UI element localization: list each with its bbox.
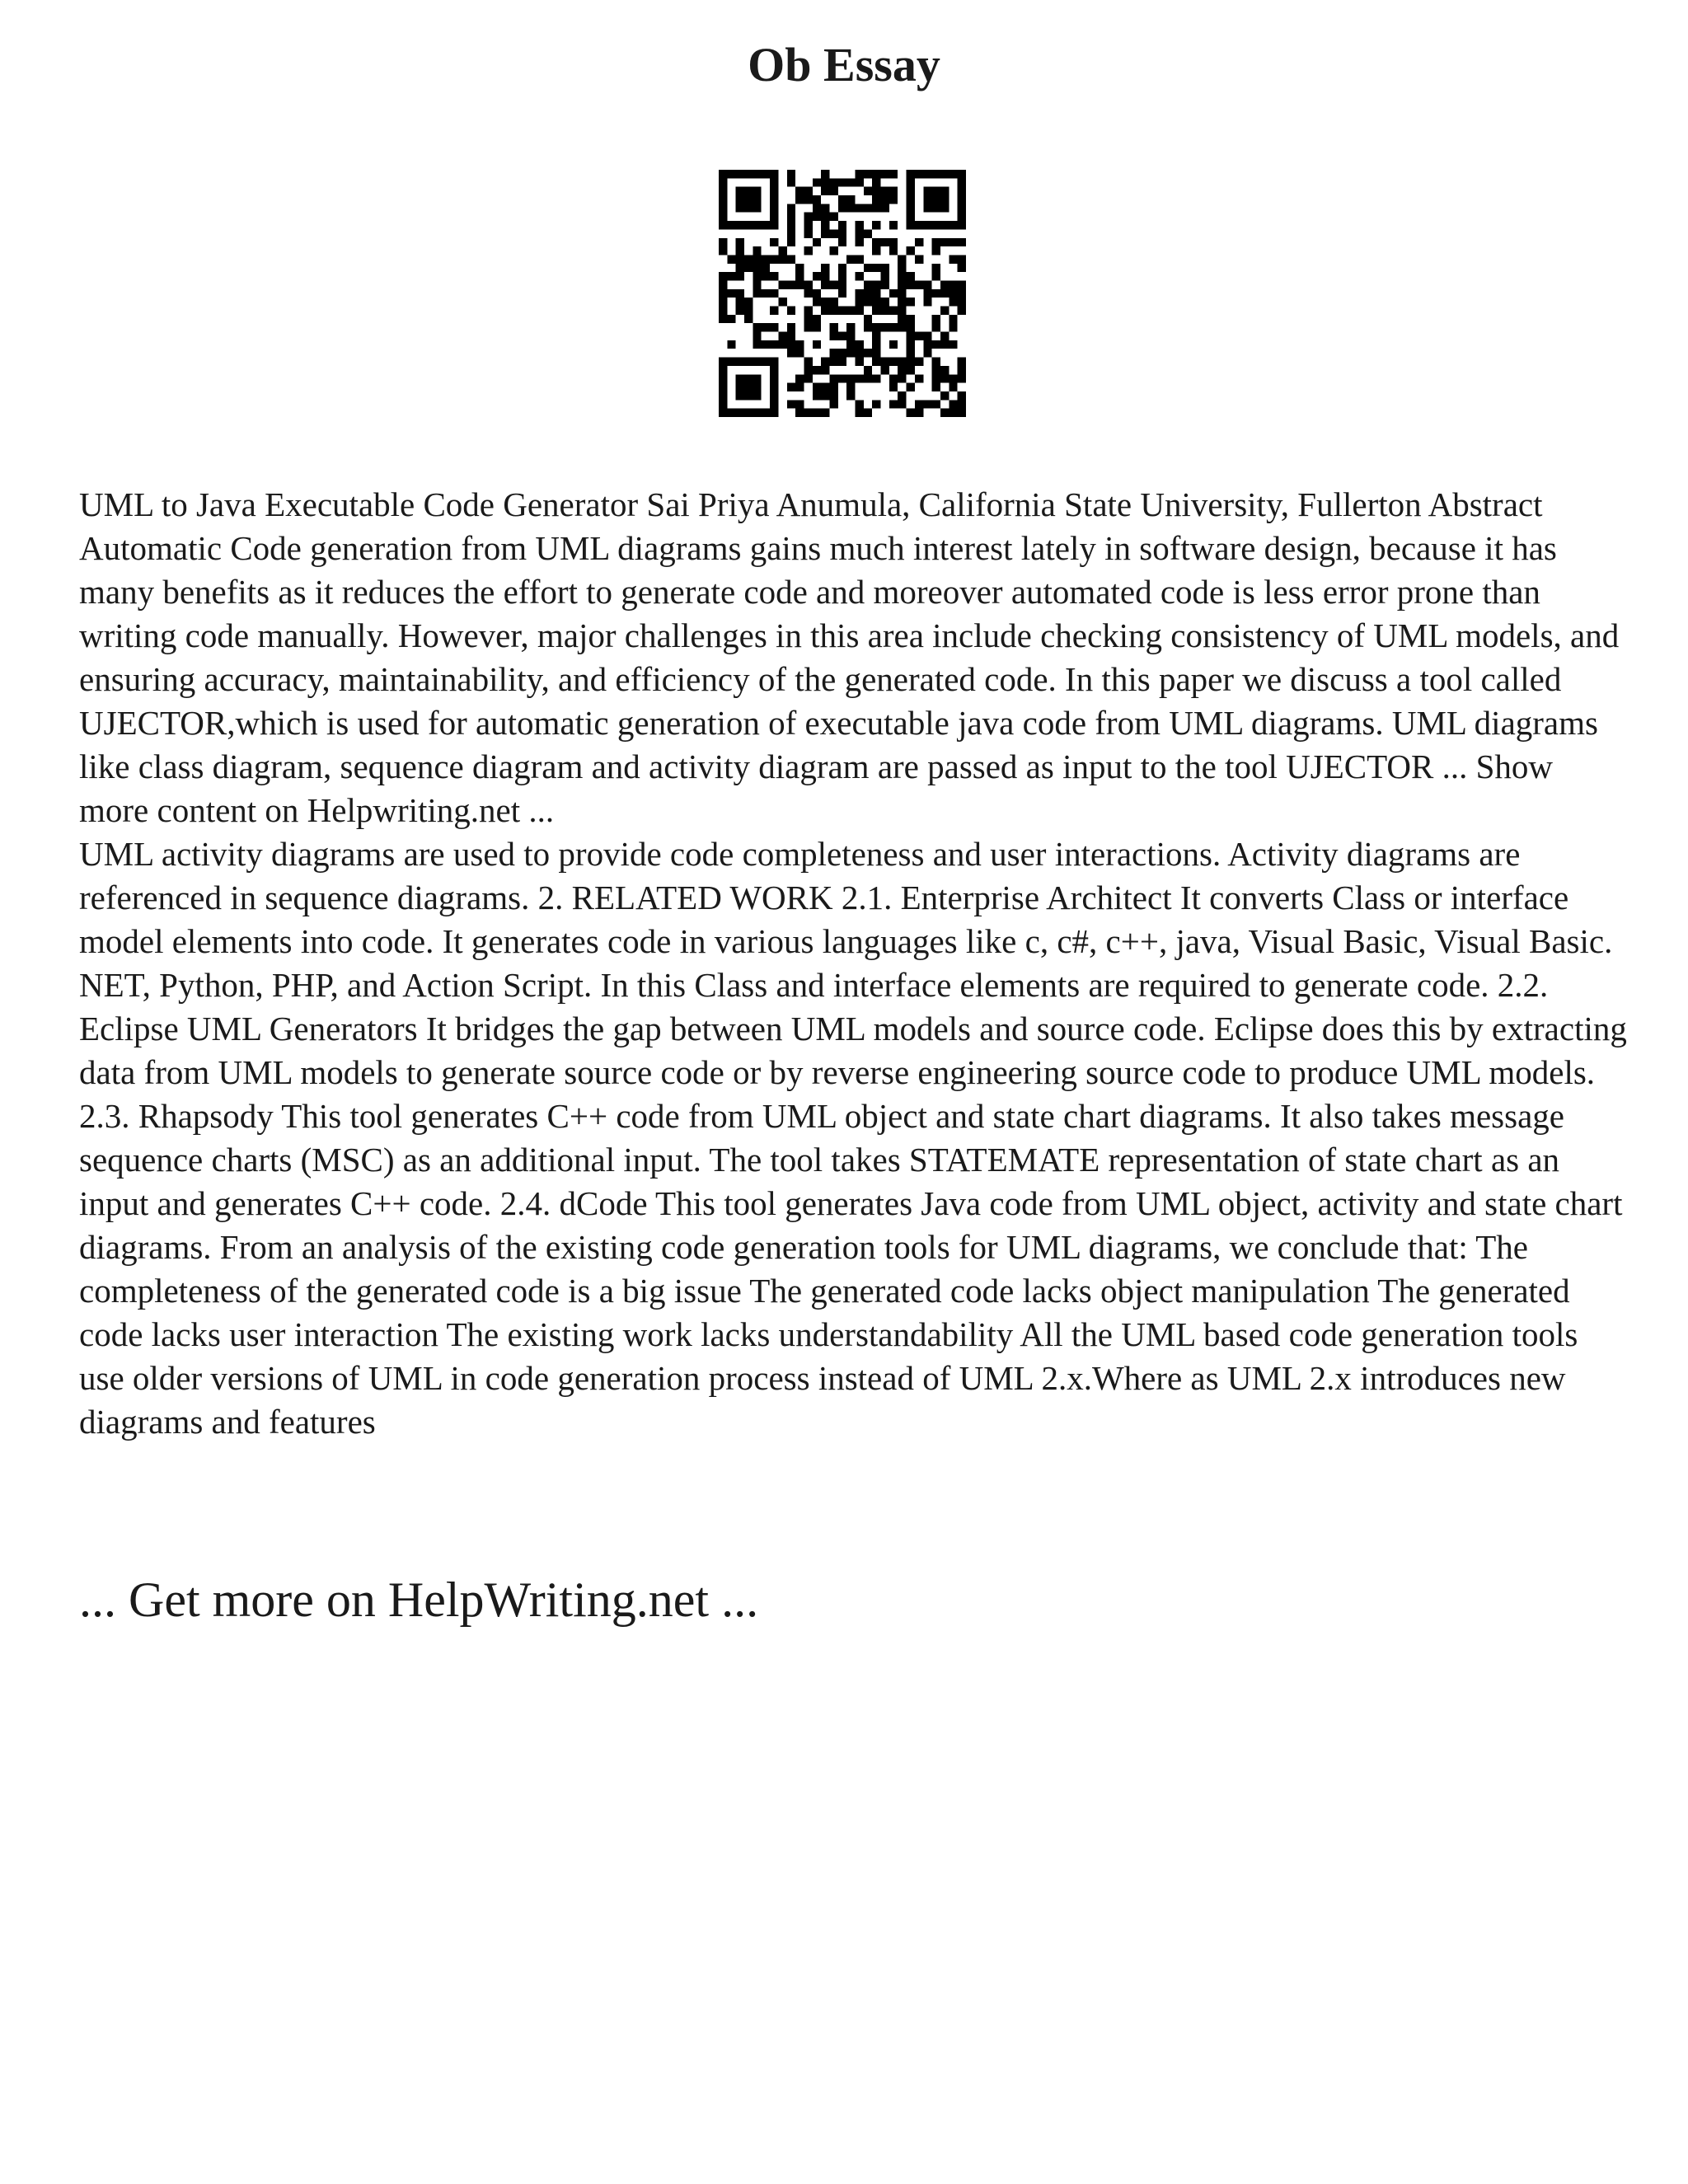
get-more-link[interactable]: ... Get more on HelpWriting.net ... [79,1572,759,1627]
essay-paragraph-2: UML activity diagrams are used to provide code completeness and user interactions. Activity diagrams are referenced in sequence diagrams. 2. RELATED WORK 2.1. Enterprise Architect It converts Class or interface model elements into code. It generates code in various languages like c, c#, c++, java, Visual Basic, Visual Basic. NET, Python, PHP, and Action Script. In this Class and interface elements are required to generate code. 2.2. Eclipse UML Generators It bridges the gap between UML models and source code. Eclipse does this by extracting data from UML models to generate source code or by reverse engineering source code to produce UML models. 2.3. Rhapsody This tool generates C++ code from UML object and state chart diagrams. It also takes message sequence charts (MSC) as an additional input. The tool takes STATEMATE representation of state chart as an input and generates C++ code. 2.4. dCode This tool generates Java code from UML object, activity and state chart diagrams. From an analysis of the existing code generation tools for UML diagrams, we conclude that: The completeness of the generated code is a big issue The generated code lacks object manipulation The generated code lacks user interaction The existing work lacks understandability All the UML based code generation tools use older versions of UML in code generation process instead of UML 2.x.Where as UML 2.x introduces new diagrams and features [79,835,1627,1441]
page-title: Ob Essay [748,38,940,91]
qr-code [719,170,966,417]
essay-paragraph-1: UML to Java Executable Code Generator Sai Priya Anumula, California State University, Fullerton Abstract Automatic Code generation from UML diagrams gains much interest lately in software design, because it has many benefits as it reduces the effort to generate code and moreover automated code is less error prone than writing code manually. However, major challenges in this area include checking consistency of UML models, and ensuring accuracy, maintainability, and efficiency of the generated code. In this paper we discuss a tool called UJECTOR,which is used for automatic generation of executable java code from UML diagrams. UML diagrams like class diagram, sequence diagram and activity diagram are passed as input to the tool UJECTOR ... Show more content on Helpwriting.net ... [79,485,1620,829]
qr-code-icon [719,170,966,417]
essay-body [79,483,1629,1444]
